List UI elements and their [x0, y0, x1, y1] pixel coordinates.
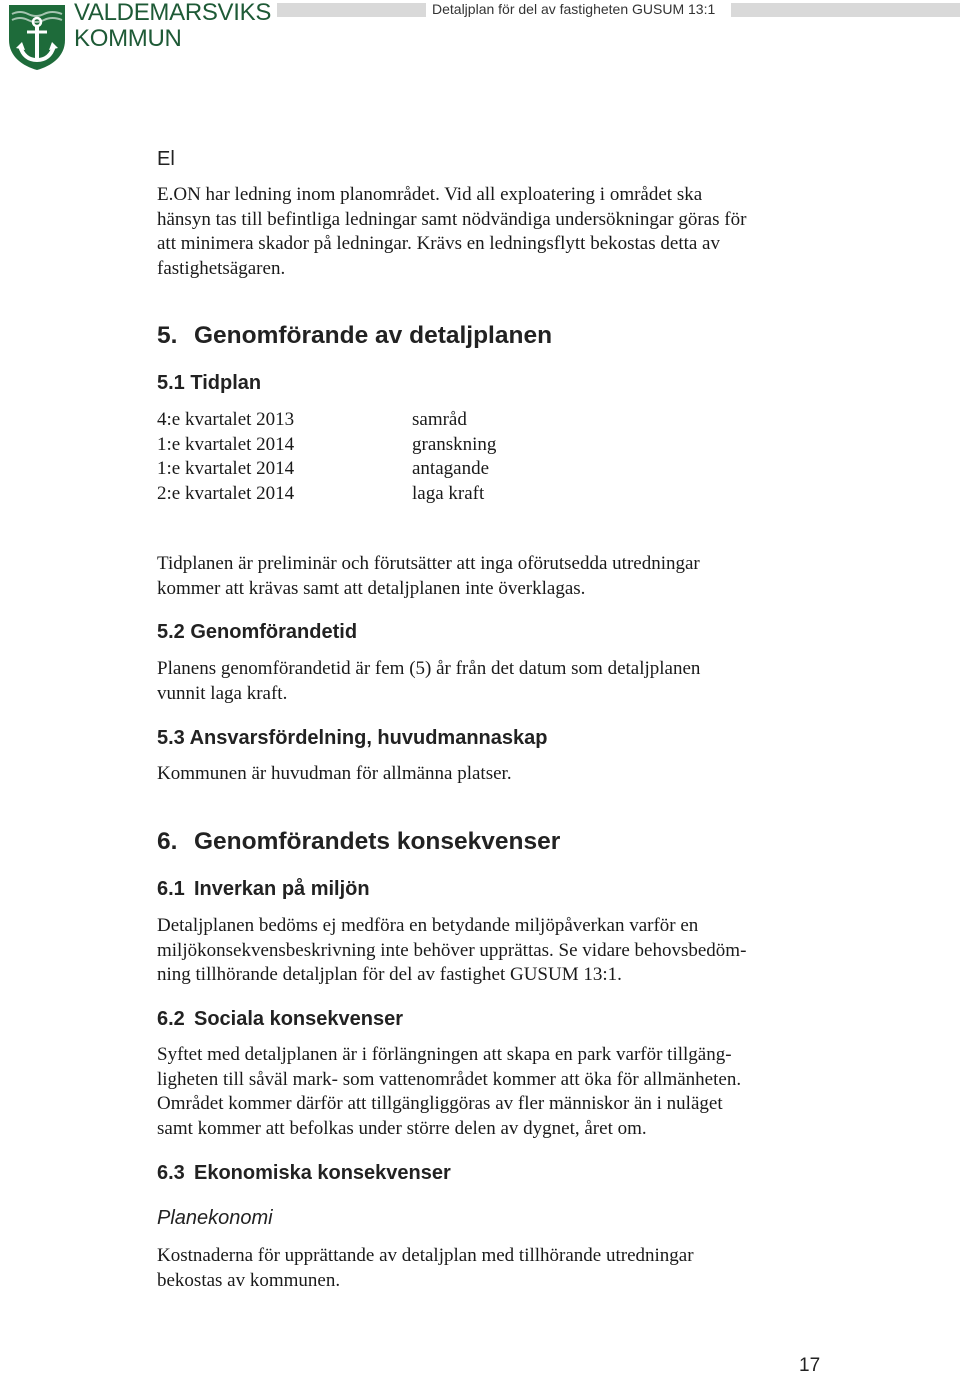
heading-6-3 — [157, 1162, 451, 1185]
timeline-table — [157, 408, 757, 508]
text-line: E.ON har ledning inom planområdet. Vid all exploatering i området ska — [157, 184, 703, 205]
org-name — [74, 0, 271, 52]
anchor-shield-icon — [6, 2, 68, 72]
text-line: kommer att krävas samt att detaljplanen inte överklagas. — [157, 577, 586, 599]
subsection-number: 6.1 — [157, 878, 185, 900]
s61-paragraph — [157, 914, 746, 988]
page-number: 17 — [799, 1355, 821, 1376]
text-line: Tidplanen är preliminär och förutsätter att inga oförutsedda utredningar — [157, 553, 700, 574]
text-line: miljökonsekvensbeskrivning inte behöver upprättas. Se vidare behovsbedöm- — [157, 939, 747, 961]
page-header — [0, 0, 960, 75]
heading-6-2 — [157, 1008, 403, 1031]
el-paragraph — [157, 183, 746, 281]
subsection-title: Sociala konsekvenser — [194, 1008, 404, 1030]
subsection-title: Ekonomiska konsekvenser — [194, 1162, 451, 1184]
document-title: Detaljplan för del av fastigheten GUSUM 13:1 — [432, 1, 716, 17]
timeline-what: samråd — [412, 409, 467, 430]
heading-6-1 — [157, 878, 370, 901]
subsection-number: 6.2 — [157, 1008, 185, 1030]
timeline-what: laga kraft — [412, 482, 485, 504]
header-rule-right — [731, 3, 960, 17]
s62-paragraph — [157, 1043, 741, 1141]
text-line: att minimera skador på ledningar. Krävs en ledningsflytt bekostas detta av — [157, 233, 720, 254]
heading-section-5 — [157, 322, 552, 350]
section-title: Genomförandets konsekvenser — [194, 828, 561, 855]
text-line: Kostnaderna för upprättande av detaljplan med tillhörande utredningar — [157, 1245, 694, 1266]
section-number: 6. — [157, 828, 178, 855]
text-line: vunnit laga kraft. — [157, 682, 288, 704]
text-line: Området kommer därför att tillgängliggöras av fler människor än i nuläget — [157, 1093, 723, 1114]
text-line: Kommunen är huvudman för allmänna platser. — [157, 763, 512, 784]
section-title: Genomförande av detaljplanen — [194, 322, 553, 349]
heading-section-6 — [157, 828, 560, 856]
heading-5-1: 5.1 Tidplan — [157, 372, 262, 394]
text-line: samt kommer att befolkas under större delen av dygnet, året om. — [157, 1117, 647, 1139]
s52-paragraph — [157, 657, 700, 706]
heading-el: El — [157, 148, 175, 170]
timeline-when: 1:e kvartalet 2014 — [157, 458, 295, 479]
s63-paragraph — [157, 1244, 694, 1293]
text-line: Syftet med detaljplanen är i förlängningen att skapa en park varför tillgäng- — [157, 1044, 732, 1065]
heading-5-3: 5.3 Ansvarsfördelning, huvudmannaskap — [157, 727, 548, 749]
text-line: Planens genomförandetid är fem (5) år från det datum som detaljplanen — [157, 658, 701, 679]
text-line: bekostas av kommunen. — [157, 1269, 341, 1291]
subsection-number: 6.3 — [157, 1162, 185, 1184]
subsection-title: Inverkan på miljön — [194, 878, 370, 900]
timeline-what: granskning — [412, 433, 497, 455]
text-line: Detaljplanen bedöms ej medföra en betydande miljöpåverkan varför en — [157, 915, 699, 936]
text-line: ligheten till såväl mark- som vattenområdet kommer att öka för allmänheten. — [157, 1068, 742, 1090]
heading-5-2: 5.2 Genomförandetid — [157, 621, 358, 643]
text-line: ning tillhörande detaljplan för del av fastighet GUSUM 13:1. — [157, 964, 622, 985]
heading-planekonomi: Planekonomi — [157, 1207, 273, 1229]
org-name-line2: KOMMUN — [74, 25, 182, 52]
timeline-when: 2:e kvartalet 2014 — [157, 482, 295, 504]
timeline-what: antagande — [412, 458, 490, 479]
org-name-line1: VALDEMARSVIKS — [74, 0, 272, 26]
s53-paragraph — [157, 762, 512, 787]
header-rule-left — [277, 3, 426, 17]
section-number: 5. — [157, 322, 178, 349]
timeline-when: 4:e kvartalet 2013 — [157, 409, 295, 430]
text-line: fastighetsägaren. — [157, 257, 286, 279]
timeline-note — [157, 552, 700, 601]
timeline-when: 1:e kvartalet 2014 — [157, 433, 295, 455]
text-line: hänsyn tas till befintliga ledningar samt nödvändiga undersökningar göras för — [157, 208, 747, 230]
